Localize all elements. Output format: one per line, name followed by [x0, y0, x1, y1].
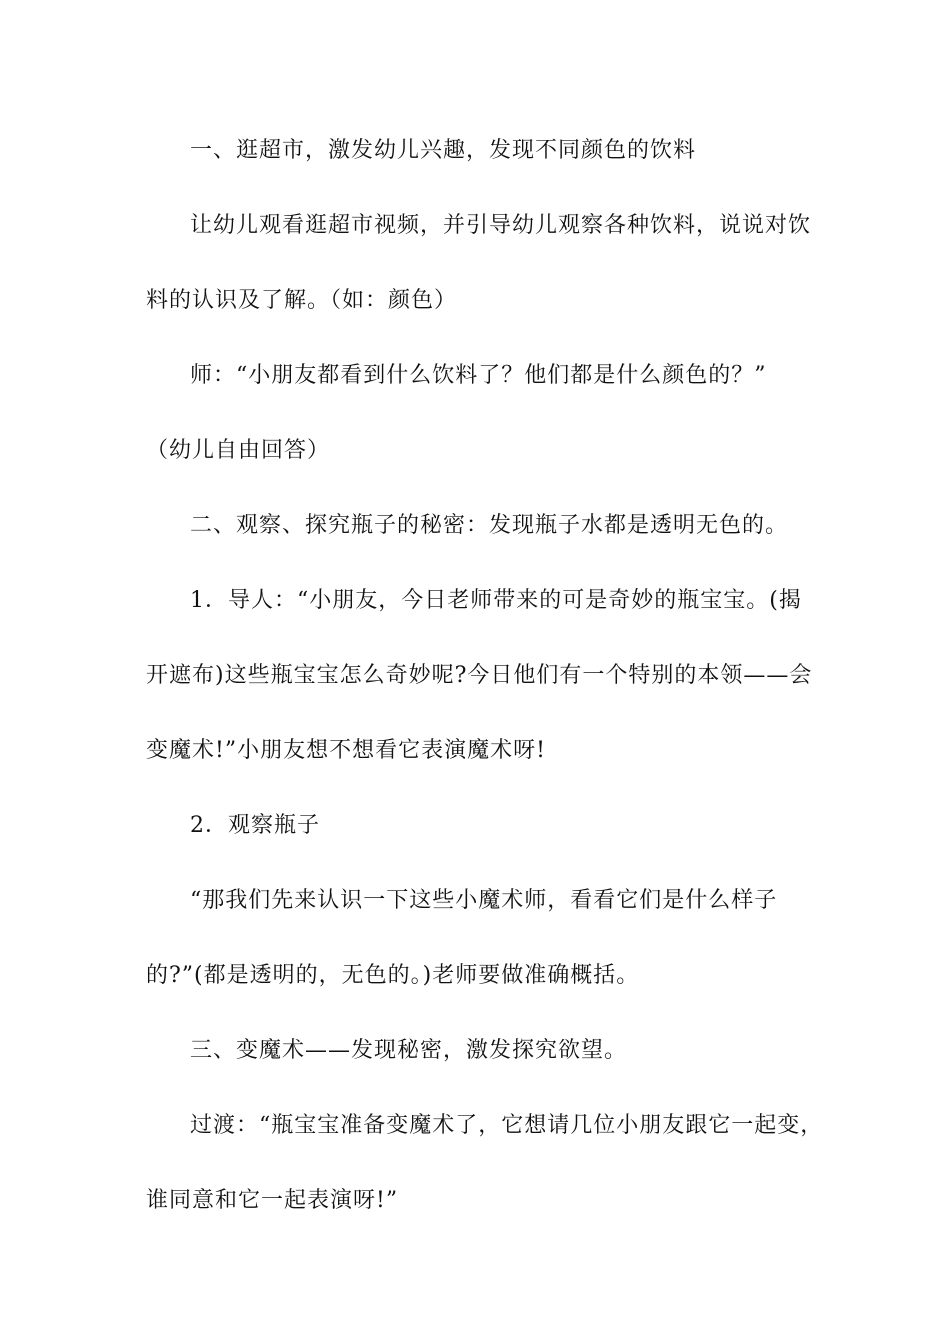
paragraph-line: 过渡：“瓶宝宝准备变魔术了，它想请几位小朋友跟它一起变， [190, 1113, 824, 1138]
paragraph-line: 1．导人：“小朋友，今日老师带来的可是奇妙的瓶宝宝。(揭 [190, 588, 802, 613]
paragraph-line: 变魔术!”小朋友想不想看它表演魔术呀! [146, 738, 546, 763]
paragraph-line: 师：“小朋友都看到什么饮料了？他们都是什么颜色的？” [190, 363, 767, 388]
paragraph-line: 的?”(都是透明的，无色的。)老师要做准确概括。 [146, 963, 640, 988]
paragraph-line: 开遮布)这些瓶宝宝怎么奇妙呢?今日他们有一个特别的本领——会 [146, 663, 813, 688]
section-heading-3: 三、变魔术——发现秘密，激发探究欲望。 [190, 1038, 628, 1063]
paragraph-line: （幼儿自由回答） [146, 438, 331, 463]
paragraph-line: “那我们先来认识一下这些小魔术师，看看它们是什么样子 [190, 888, 778, 913]
paragraph-line: 谁同意和它一起表演呀!” [146, 1188, 399, 1213]
paragraph-line: 让幼儿观看逛超市视频，并引导幼儿观察各种饮料，说说对饮 [190, 213, 812, 238]
section-heading-1: 一、逛超市，激发幼儿兴趣，发现不同颜色的饮料 [190, 138, 697, 163]
list-item-heading: 2．观察瓶子 [190, 813, 320, 838]
paragraph-line: 料的认识及了解。（如：颜色） [146, 288, 458, 313]
section-heading-2: 二、观察、探究瓶子的秘密：发现瓶子水都是透明无色的。 [190, 513, 789, 538]
